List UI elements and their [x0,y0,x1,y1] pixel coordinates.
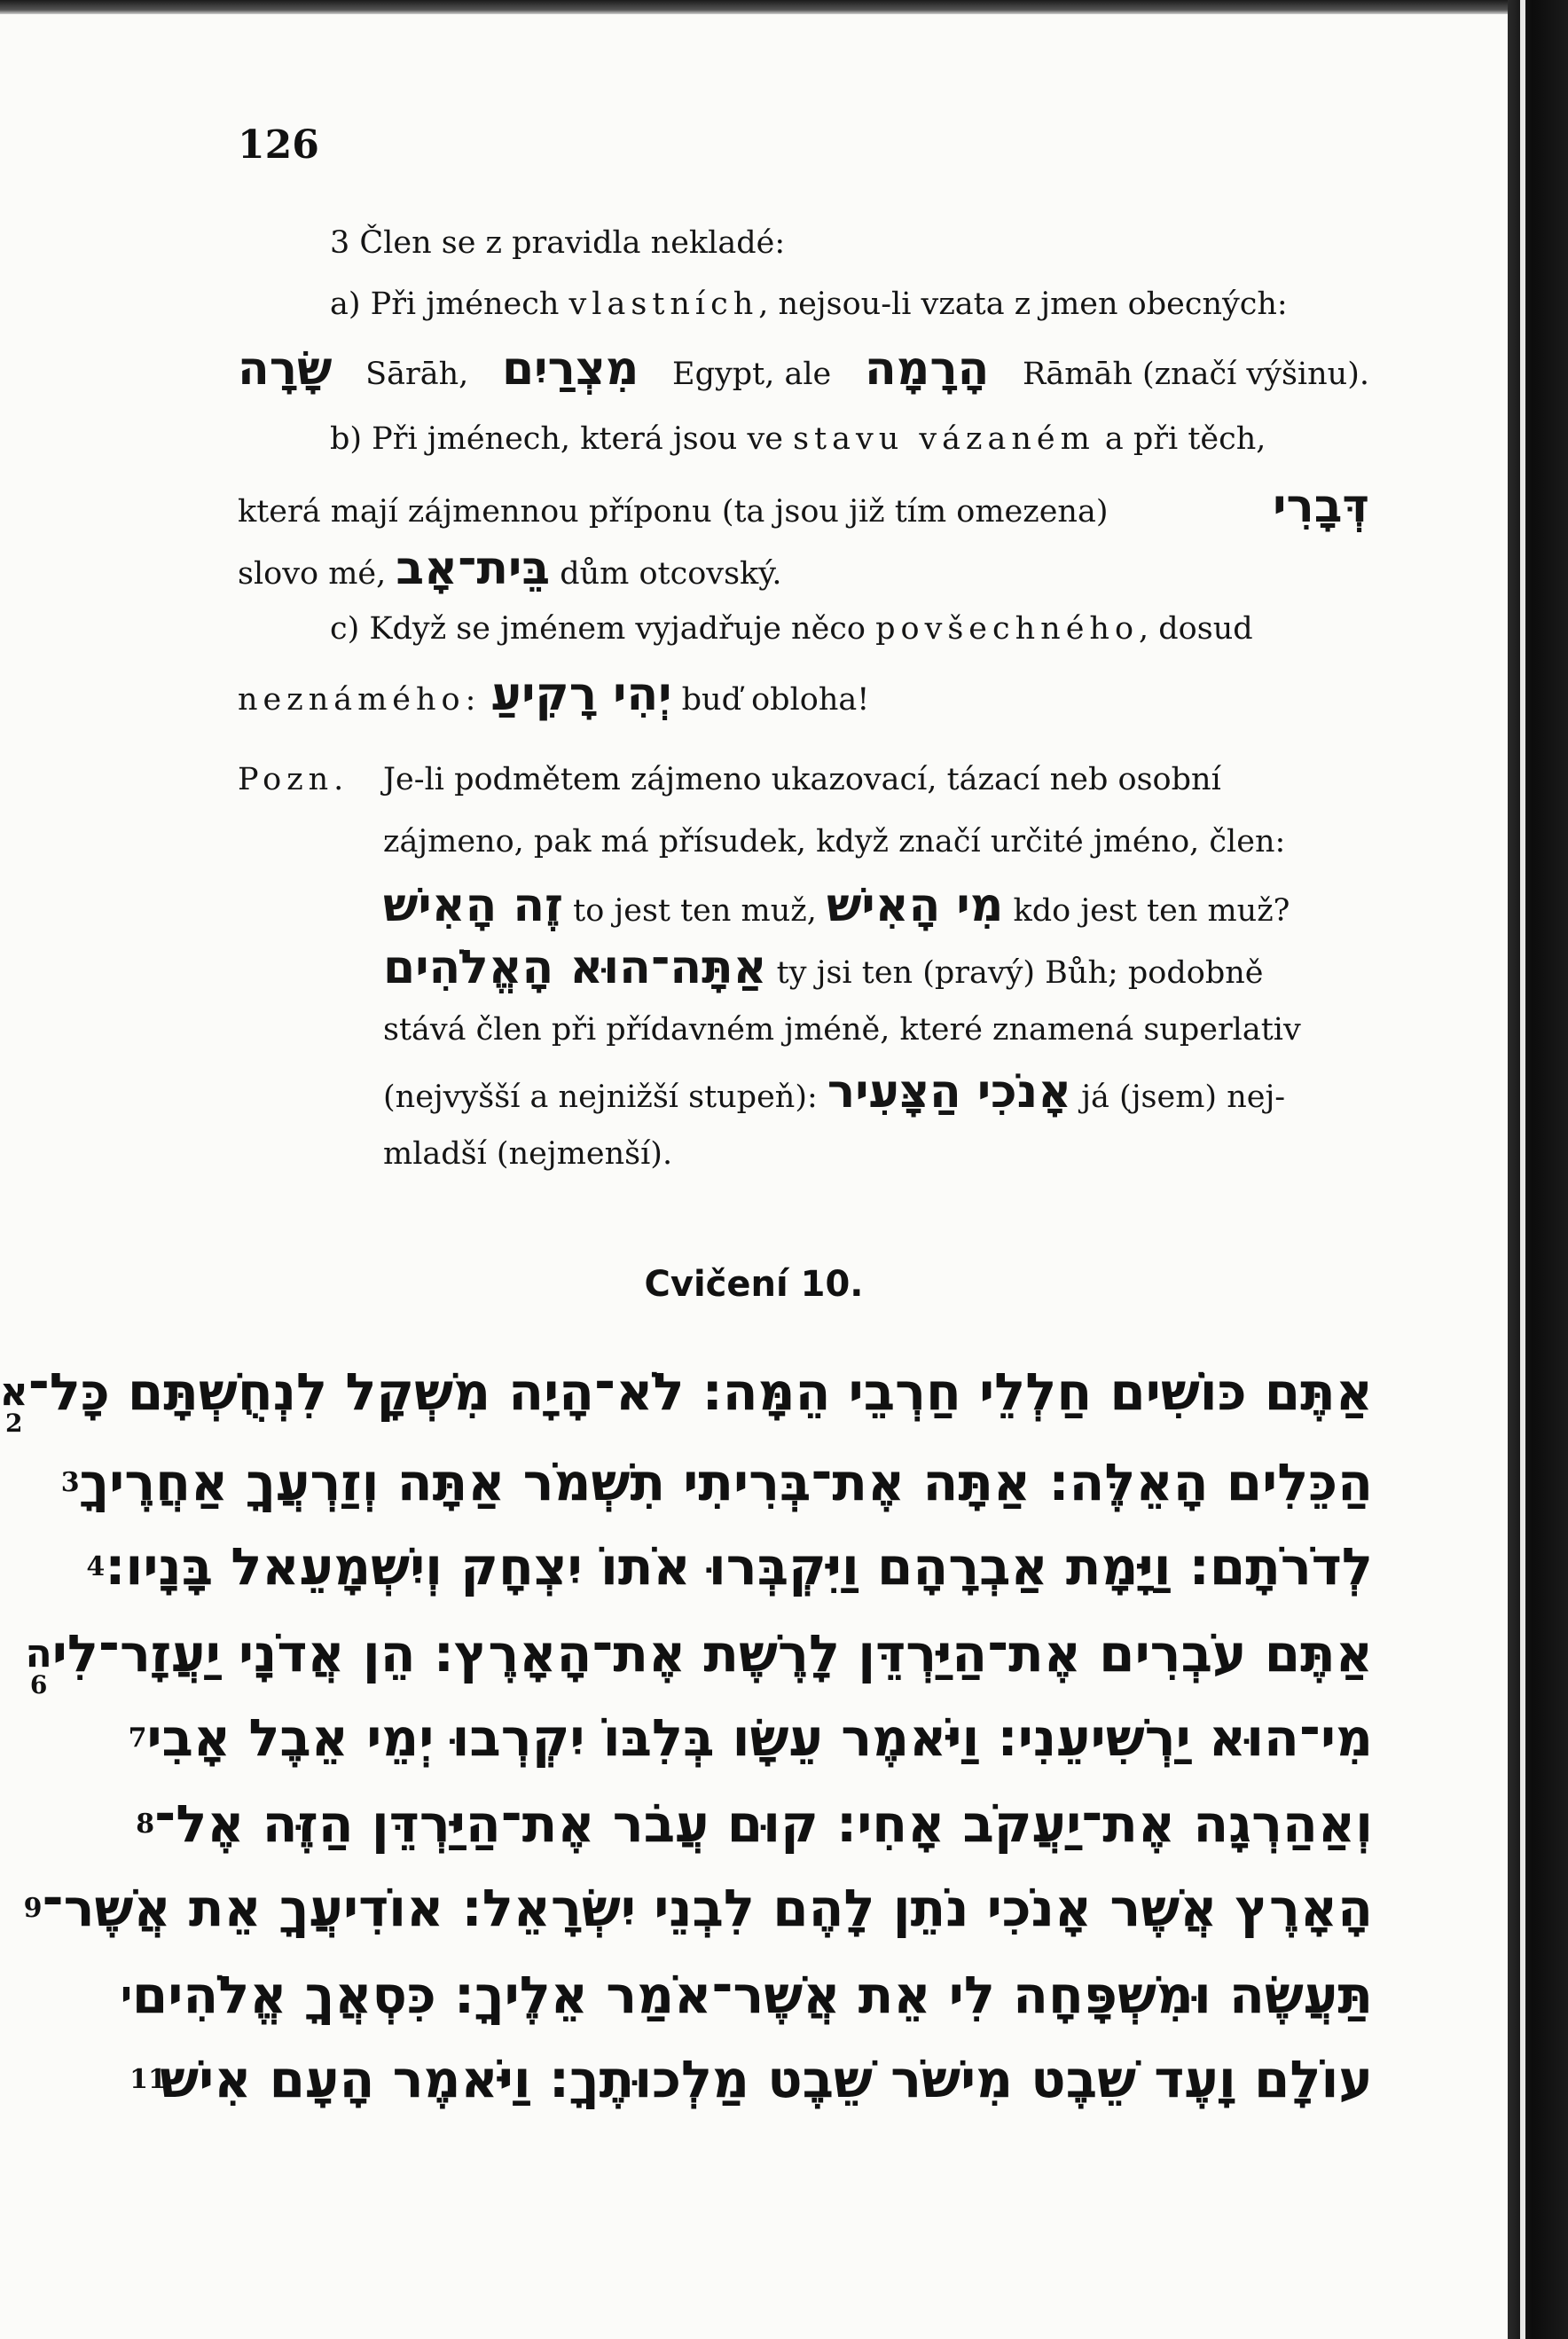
exercise-line [60,1452,1373,1512]
verse-number: 7 [128,1722,147,1754]
verse-number: 4 [86,1550,106,1582]
note-label: Pozn. [238,762,349,797]
verse-number: 9 [23,1892,43,1924]
note-line2: zájmeno, pak má přísudek, když značí určité jméno, člen: [383,824,1286,859]
exercise-line [0,1362,1373,1438]
hebrew-exercise-text: תַּעֲשֶׂה וּמִשְׁפָּחָה לִי אֵת אֲשֶׁר־אֹמַר אֵלֶיךָ: כִּסְאֲךָ אֱלֹהִים [131,1965,1373,2025]
verse-subnumber: 6 [29,1669,48,1699]
verse-number: 8 [136,1808,155,1840]
hebrew-exercise-text: וְאַהַרְגָה אֶת־יַעֲקֹב אָחִי: קוּם עֲבֹר אֶת־הַיַּרְדֵּן הַזֶּה אֶל־ [154,1793,1373,1854]
page-top-shadow [0,0,1508,14]
hebrew-exercise-text: הָאָרֶץ אֲשֶׁר אָנֹכִי נֹתֵן לָהֶם לִבְנֵי יִשְׂרָאֵל: אוֹדִיעֲךָ אֵת אֲשֶׁר־ [42,1878,1373,1938]
hebrew-beit-av: בֵּית־אָב [396,542,551,595]
note-line5: stává člen při přídavném jméně, které znamená superlativ [383,1012,1301,1048]
hebrew-exercise-text: עוֹלָם וָעֶד שֵׁבֶט מִישֹׁר שֵׁבֶט מַלְכוּתֶךָ: וַיֹּאמֶר הָעָם אִישׁ [160,2049,1373,2109]
hebrew-mi-haish: מִי הָאִישׁ [827,879,1004,932]
exercise-line [128,1707,1373,1768]
exercise-line [23,1878,1373,1938]
hebrew-anochi-hatsair: אָנֹכִי הַצָּעִיר [827,1065,1072,1118]
verse-number: 11 [129,2063,167,2095]
hebrew-exercise-text: מִי־הוּא יַרְשִׁיעֵנִי: וַיֹּאמֶר עֵשָׂו בְּלִבּוֹ יִקְרְבוּ יְמֵי אֵבֶל אָבִי [146,1707,1373,1768]
hebrew-devari: דְּבָרִי [1273,480,1369,533]
hebrew-misrayim: מִצְרַיִם [501,342,639,396]
note-line4: אַתָּה־הוּא הָאֱלֹהִים ty jsi ten (pravý) Bůh; podobně [383,941,1264,994]
hebrew-exercise-text: הַכֵּלִים הָאֵלֶּה: אַתָּה אֶת־בְּרִיתִי תִשְׁמֹר אַתָּה וְזַרְעֲךָ אַחֲרֶיךָ [79,1452,1373,1512]
rule3-b-line: b) Při jménech, která jsou ve stavu vázaném a při těch, [330,421,1266,457]
note-line3: זֶה הָאִישׁ to jest ten muž, מִי הָאִישׁ kdo jest ten muž? [383,879,1290,932]
page-edge [1508,0,1568,2339]
rule3-a-line: a) Při jménech vlastních, nejsou-li vzata z jmen obecných: [330,286,1288,322]
hebrew-harama: הָרָמָה [864,342,990,396]
hebrew-exercise-text: אַתֶּם עֹבְרִים אֶת־הַיַּרְדֵּן לָרֶשֶׁת אֶת־הָאָרֶץ: הֵן אֲדֹנָי יַעֲזָר־לִי [51,1623,1373,1684]
hebrew-ata-hu-haelohim: אַתָּה־הוּא הָאֱלֹהִים [383,941,767,994]
verse-subnumber: 2 [4,1408,23,1438]
rule3-c-line2: neznámého: יְהִי רָקִיעַ buď obloha! [238,668,870,721]
hebrew-exercise-text: אַתֶּם כּוֹשִׁים חַלְלֵי חַרְבֵי הֵמָּה: לֹא־הָיָה מִשְׁקָל לִנְחֻשְׁתָּם כָּל־ [27,1362,1373,1422]
exercise-line [86,1536,1373,1597]
rule3-b-line2: která mají zájmennou příponu (ta jsou již tím omezena) דְּבָרִי [238,480,1369,533]
rule3-intro: 3 Člen se z pravidla nekladé: [330,225,786,261]
note-line1: Je-li podmětem zájmeno ukazovací, tázací neb osobní [383,762,1221,797]
verse-number: ה 6 [25,1630,52,1699]
hebrew-yehi-rakia: יְהִי רָקִיעַ [490,668,672,721]
rule3-a-examples: שָׂרָה Sārāh, מִצְרַיִם Egypt, ale הָרָמָה Rāmāh (značí výšinu). [238,342,1369,396]
exercise-line [25,1623,1373,1699]
rule3-c-line: c) Když se jménem vyjadřuje něco povšechného, dosud [330,611,1253,647]
hebrew-exercise-text: לְדֹרֹתָם: וַיָּמָת אַבְרָהָם וַיִּקְבְּרוּ אֹתוֹ יִצְחָק וְיִשְׁמָעֵאל בָּנָיו: [105,1536,1373,1597]
exercise-title: Cvičení 10. [644,1264,864,1305]
note-line6: (nejvyšší a nejnižší stupeň): אָנֹכִי הַצָּעִיר já (jsem) nej- [383,1065,1286,1118]
verse-number: א 2 [0,1369,28,1438]
verse-number: י [120,1972,132,2018]
hebrew-ze-haish: זֶה הָאִישׁ [383,879,563,932]
exercise-line [136,1793,1373,1854]
verse-number: 3 [60,1466,80,1498]
note-line7: mladší (nejmenší). [383,1136,673,1172]
hebrew-sarah: שָׂרָה [238,342,333,396]
exercise-line [129,2049,1373,2109]
rule3-b-line3: slovo mé, בֵּית־אָב dům otcovský. [238,542,782,595]
page-number: 126 [238,122,319,168]
exercise-line [120,1965,1373,2025]
